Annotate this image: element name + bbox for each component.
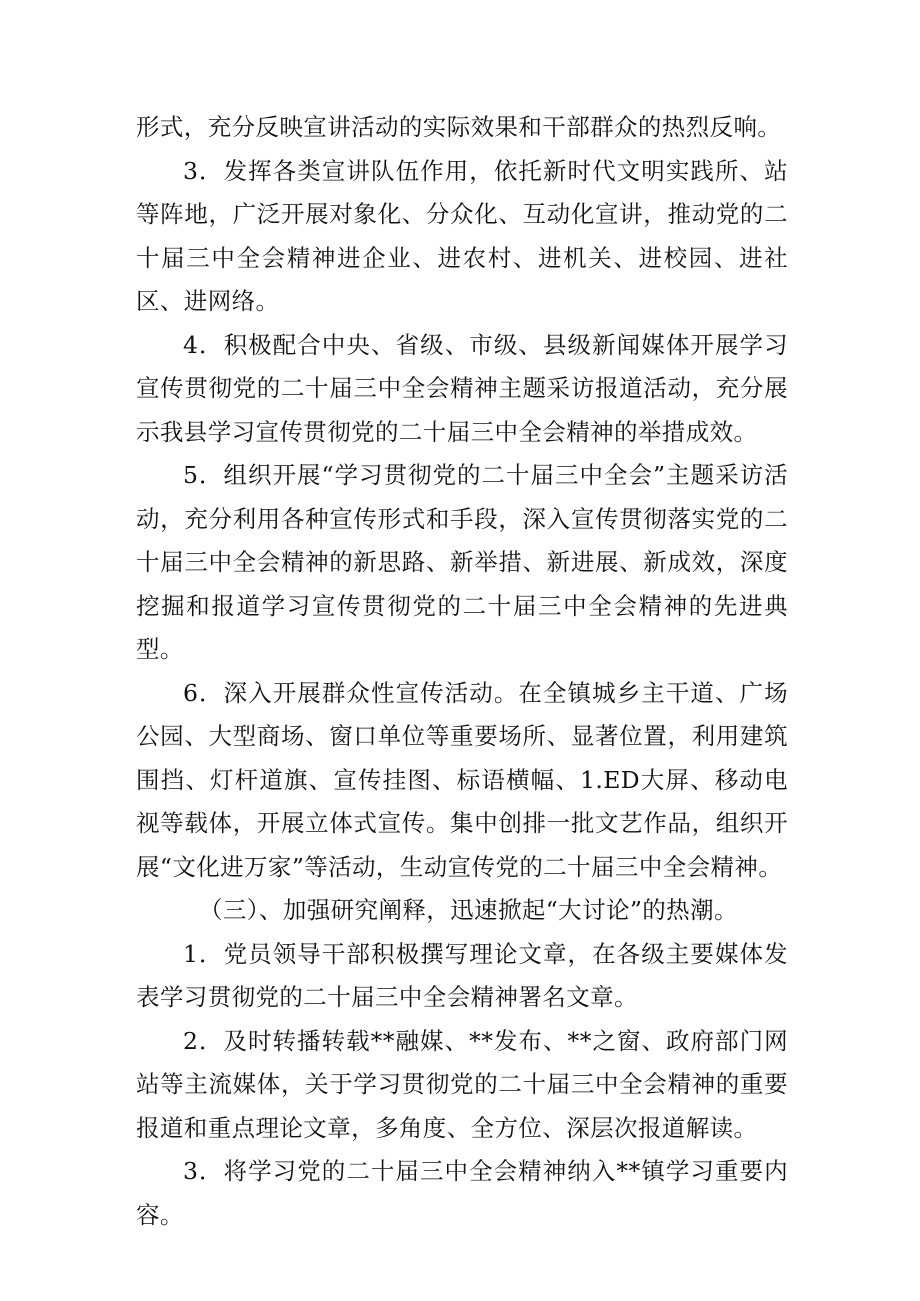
paragraph-item-3-propaganda-teams: 3．发挥各类宣讲队伍作用，依托新时代文明实践所、站等阵地，广泛开展对象化、分众化、互动化宣讲，推动党的二十届三中全会精神进企业、进农村、进机关、进校园、进社区、进网络。 <box>136 156 788 315</box>
paragraph-continued: 形式，充分反映宣讲活动的实际效果和干部群众的热烈反响。 <box>136 113 782 141</box>
paragraph-item-4-media-cooperation: 4．积极配合中央、省级、市级、县级新闻媒体开展学习宣传贯彻党的二十届三中全会精神主题采访报道活动，充分展示我县学习宣传贯彻党的二十届三中全会精神的举措成效。 <box>136 330 788 446</box>
paragraph-item-2-reprint-reports: 2．及时转播转载**融媒、**发布、**之窗、政府部门网站等主流媒体，关于学习贯彻党的二十届三中全会精神的重要报道和重点理论文章，多角度、全方位、深层次报道解读。 <box>136 1026 788 1142</box>
paragraph-item-3-study-content: 3．将学习党的二十届三中全会精神纳入**镇学习重要内容。 <box>136 1157 788 1229</box>
paragraph-item-5-interview-activity: 5．组织开展“学习贯彻党的二十届三中全会”主题采访活动，充分利用各种宣传形式和手段，深入宣传贯彻落实党的二十届三中全会精神的新思路、新举措、新进展、新成效，深度挖掘和报道学习宣传贯彻党的二十届三中全会精神的先进典型。 <box>136 461 788 663</box>
paragraph-item-1-theory-articles: 1．党员领导干部积极撰写理论文章，在各级主要媒体发表学习贯彻党的二十届三中全会精神署名文章。 <box>136 939 788 1011</box>
document-body <box>136 106 788 1237</box>
section-heading-three: （三）、加强研究阐释，迅速掀起“大讨论”的热潮。 <box>199 896 738 924</box>
paragraph-item-6-mass-publicity: 6．深入开展群众性宣传活动。在全镇城乡主干道、广场公园、大型商场、窗口单位等重要场所、显著位置，利用建筑围挡、灯杆道旗、宣传挂图、标语横幅、1.ED大屏、移动电视等载体，开展立体式宣传。集中创排一批文艺作品，组织开展“文化进万家”等活动，生动宣传党的二十届三中全会精神。 <box>136 678 788 881</box>
